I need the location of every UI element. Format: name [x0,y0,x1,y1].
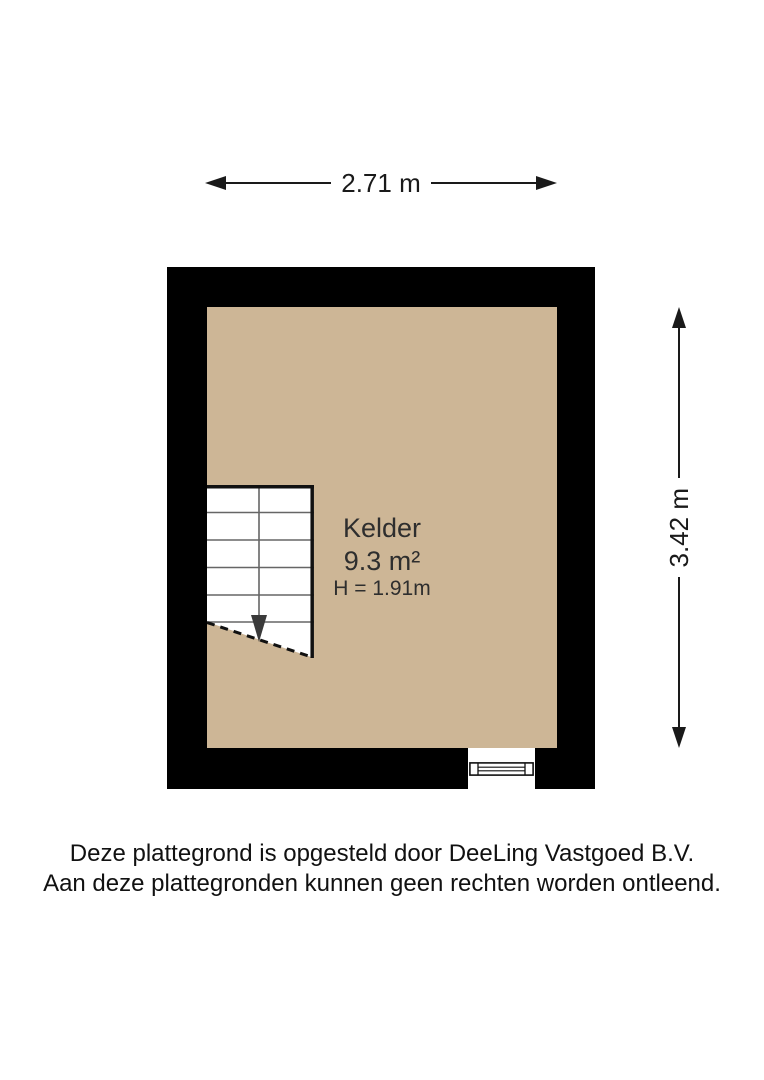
room-label [333,512,430,601]
disclaimer-line-2: Aan deze plattegronden kunnen geen rechten worden ontleend. [43,870,721,897]
dimension-line [678,328,680,478]
window-opening [468,748,535,789]
dimension-line [431,182,536,184]
height-dimension-label: 3.42 m [663,487,694,568]
room-kelder [207,307,557,748]
dimension-arrowhead-down-icon [672,727,686,748]
room-area: 9.3 m² [343,546,421,576]
width-dimension [205,168,557,198]
dimension-arrowhead-left-icon [205,176,226,190]
room-name: Kelder [342,513,422,543]
dimension-line [226,182,331,184]
room-ceiling-height: H = 1.91m [333,577,431,600]
dimension-arrowhead-up-icon [672,307,686,328]
window-icon [469,762,534,776]
staircase [207,485,314,660]
width-dimension-label: 2.71 m [341,168,421,198]
disclaimer [0,839,764,899]
floorplan-walls [167,267,595,789]
disclaimer-line-1: Deze plattegrond is opgesteld door DeeLing Vastgoed B.V. [69,840,695,867]
height-dimension [661,307,697,748]
dimension-arrowhead-right-icon [536,176,557,190]
dimension-line [678,577,680,727]
